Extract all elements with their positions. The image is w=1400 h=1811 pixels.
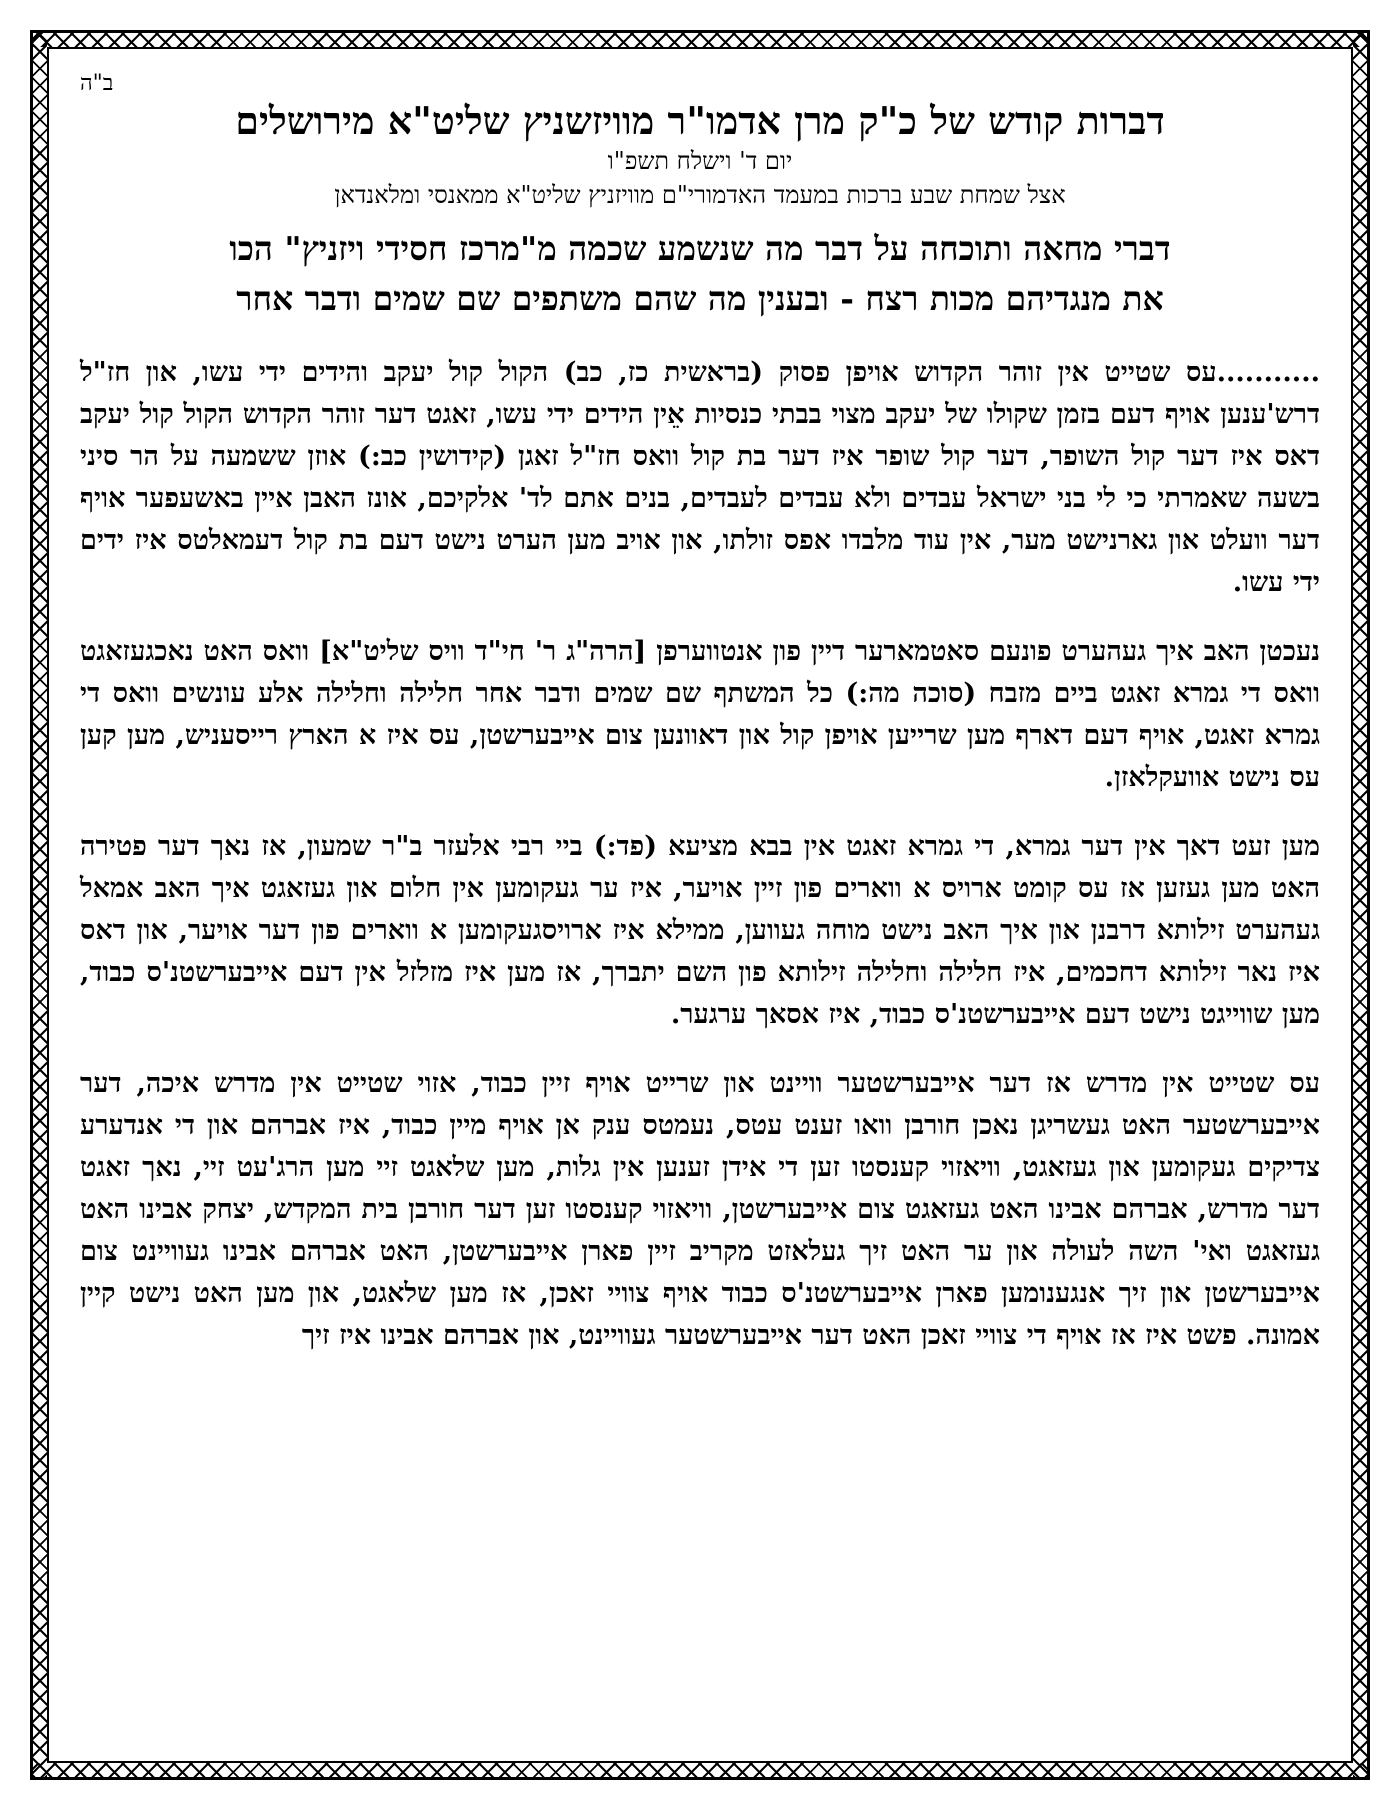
border-band-left	[33, 33, 47, 1777]
border-band-top	[33, 33, 1367, 47]
headline-line-1: דברי מחאה ותוכחה על דבר מה שנשמע שכמה מ"מרכז חסידי ויזניץ" הכו	[229, 229, 1171, 268]
date-line: יום ד' וישלח תשפ"ו	[607, 147, 793, 175]
headline-line-2: את מנגדיהם מכות רצח - ובענין מה שהם משתפים שם שמים ודבר אחר	[236, 279, 1164, 318]
occasion-line: אצל שמחת שבע ברכות במעמד האדמורי"ם מוויזניץ שליט"א ממאנסי ומלאנדאן	[334, 181, 1066, 209]
border-band-bottom	[33, 1763, 1367, 1777]
paragraph-2: נעכטן האב איך געהערט פונעם סאטמארער דיין פון אנטווערפן [הרה"ג ר' חי"ד וויס שליט"א] וואס האט נאכגעזאגט וואס די גמרא זאגט ביים מזבח (סוכה מה:) כל המשתף שם שמים ודבר אחר חלילה וחלילה אלע עונשים וואס די גמרא זאגט, אויף דעם דארף מען שרייען אויפן קול און דאוונען צום אייבערשטן, עס איז א הארץ רייסעניש, מען קען עס נישט אוועקלאזן.	[80, 636, 1320, 793]
bh-mark: ב"ה	[80, 71, 114, 96]
headline	[80, 224, 1320, 324]
document-title: דברות קודש של כ"ק מרן אדמו"ר מוויזשניץ שליט"א מירושלים	[235, 98, 1165, 143]
border-band-right	[1353, 33, 1367, 1777]
document-content	[80, 60, 1320, 1751]
paragraph-4: עס שטייט אין מדרש אז דער אייבערשטער וויינט און שרייט אויף זיין כבוד, אזוי שטייט אין מדרש איכה, דער אייבערשטער האט געשריגן נאכן חורבן וואו זענט עטס, נעמטס ענק אן אויף מיין כבוד, איז אברהם און די אנדערע צדיקים געקומען און געזאגט, וויאזוי קענסטו זען די אידן זענען אין גלות, מען שלאגט זיי מען הרג'עט זיי, נאך זאגט דער מדרש, אברהם אבינו האט געזאגט צום אייבערשטן, וויאזוי קענסטו זען דער חורבן בית המקדש, יצחק אבינו האט געזאגט ואי' השה לעולה און ער האט זיך געלאזט מקריב זיין פארן אייבערשטן, האט אברהם אבינו געוויינט צום אייבערשטן און זיך אנגענומען פארן אייבערשטנ'ס כבוד אויף צוויי זאכן, אז מען שלאגט, און מען האט נישט קיין אמונה. פשט איז אז אויף די צוויי זאכן האט דער אייבערשטער געוויינט, און אברהם אבינו איז זיך	[80, 1068, 1320, 1351]
paragraph-3: מען זעט דאך אין דער גמרא, די גמרא זאגט אין בבא מציעא (פד:) ביי רבי אלעזר ב"ר שמעון, אז נאך דער פטירה האט מען געזען אז עס קומט ארויס א ווארים פון זיין אויער, איז ער געקומען אין חלום און געזאגט איך האב אמאל געהערט זילותא דרבנן און איך האב נישט מוחה געווען, ממילא איז ארויסגעקומען א ווארים פון דער אויער, און דאס איז נאר זילותא דחכמים, איז חלילה וחלילה זילותא פון השם יתברך, אז מען איז מזלזל אין דעם אייבערשטנ'ס כבוד, מען שווייגט נישט דעם אייבערשטנ'ס כבוד, איז אסאך ערגער.	[80, 831, 1320, 1030]
paragraph-1: ...........עס שטייט אין זוהר הקדוש אויפן פסוק (בראשית כז, כב) הקול קול יעקב והידים ידי עשו, און חז"ל דרש'ענען אויף דעם בזמן שקולו של יעקב מצוי בבתי כנסיות אֵין הידים ידי עשו, זאגט דער זוהר הקדוש הקול קול יעקב דאס איז דער קול השופר, דער קול שופר איז דער בת קול וואס חז"ל זאגן (קידושין כב:) אוזן ששמעה על הר סיני בשעה שאמרתי כי לי בני ישראל עבדים ולא עבדים לעבדים, בנים אתם לד' אלקיכם, אונז האבן איין באשעפער אויף דער וועלט און גארנישט מער, אין עוד מלבדו אפס זולתו, און אויב מען הערט נישט דעם בת קול דעמאלטס איז ידים ידי עשו.	[80, 357, 1321, 598]
